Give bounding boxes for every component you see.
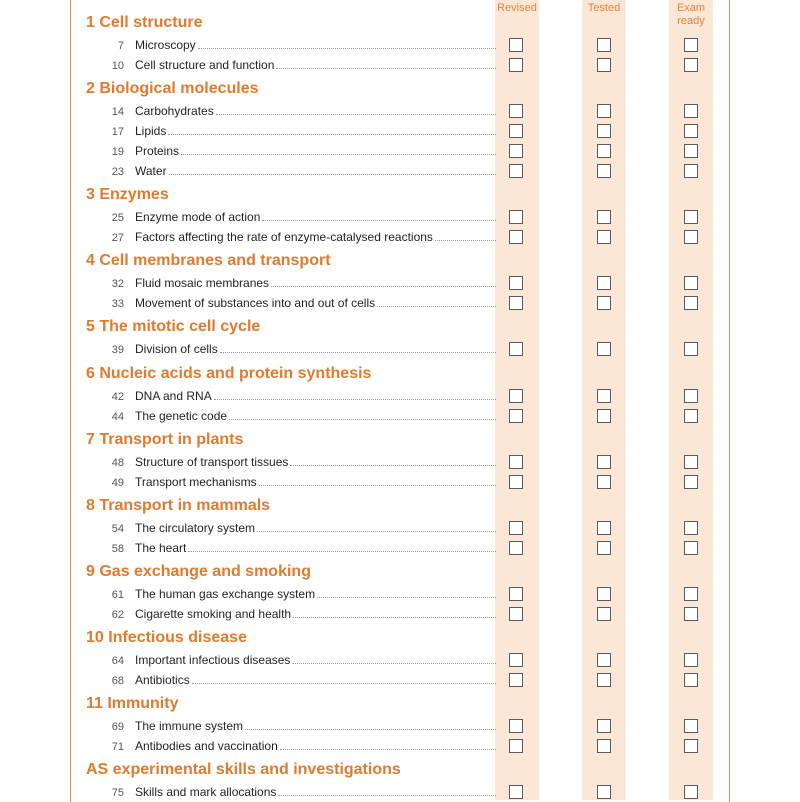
checklist-item [100,453,500,469]
checkbox-exam-ready[interactable] [684,455,698,469]
section-title: 6 Nucleic acids and protein synthesis [86,365,372,382]
item-page-number: 68 [111,675,124,687]
item-page-number: 10 [111,60,124,72]
checklist-item [100,717,500,733]
column-header-tested [574,2,634,15]
checkbox-tested[interactable] [597,521,611,535]
item-label: Lipids [135,124,167,138]
checklist-item [100,671,500,687]
item-page-number: 25 [111,212,124,224]
checklist-item [100,122,500,138]
item-label: DNA and RNA [135,389,212,403]
checklist-item [100,102,500,118]
checkbox-revised[interactable] [509,607,523,621]
checkbox-exam-ready[interactable] [684,144,698,158]
dot-leader [290,465,496,466]
item-label: Movement of substances into and out of cells [135,296,376,310]
column-header-line: Tested [587,2,621,14]
dot-leader [257,531,496,532]
item-page-number: 61 [111,589,124,601]
dot-leader [292,663,496,664]
item-label: Water [135,164,167,178]
item-label: Transport mechanisms [135,475,257,489]
dot-leader [259,485,496,486]
item-label: The human gas exchange system [135,587,316,601]
checkbox-tested[interactable] [597,124,611,138]
item-page-number: 75 [111,787,124,799]
checkbox-exam-ready[interactable] [684,210,698,224]
item-page-number: 39 [111,344,124,356]
checkbox-revised[interactable] [509,785,523,799]
checkbox-tested[interactable] [597,587,611,601]
dot-leader [188,551,496,552]
checkbox-revised[interactable] [509,719,523,733]
item-page-number: 7 [117,40,124,52]
item-page-number: 17 [111,126,124,138]
checkbox-tested[interactable] [597,342,611,356]
item-label: Important infectious diseases [135,653,291,667]
item-label: Division of cells [135,342,218,356]
item-label: Cell structure and function [135,58,275,72]
checkbox-exam-ready[interactable] [684,607,698,621]
checkbox-exam-ready[interactable] [684,673,698,687]
dot-leader [280,749,496,750]
item-label: Microscopy [135,38,196,52]
checkbox-tested[interactable] [597,389,611,403]
checklist-item [100,294,500,310]
checkbox-tested[interactable] [597,296,611,310]
item-page-number: 14 [111,106,124,118]
item-page-number: 64 [111,655,124,667]
checkbox-exam-ready[interactable] [684,124,698,138]
item-label: Carbohydrates [135,104,214,118]
checkbox-tested[interactable] [597,409,611,423]
checkbox-exam-ready[interactable] [684,389,698,403]
section-title: 11 Immunity [86,695,179,712]
checklist-item [100,585,500,601]
checkbox-revised[interactable] [509,276,523,290]
dot-leader [192,683,496,684]
item-label: The circulatory system [135,521,256,535]
dot-leader [262,220,496,221]
checkbox-exam-ready[interactable] [684,653,698,667]
checkbox-revised[interactable] [509,38,523,52]
checkbox-revised[interactable] [509,164,523,178]
checkbox-revised[interactable] [509,653,523,667]
checklist-item [100,56,500,72]
checkbox-revised[interactable] [509,58,523,72]
checkbox-exam-ready[interactable] [684,104,698,118]
item-page-number: 48 [111,457,124,469]
checkbox-revised[interactable] [509,739,523,753]
checkbox-revised[interactable] [509,409,523,423]
dot-leader [168,134,496,135]
item-label: Skills and mark allocations [135,785,277,799]
checkbox-exam-ready[interactable] [684,342,698,356]
checkbox-revised[interactable] [509,230,523,244]
checkbox-tested[interactable] [597,144,611,158]
dot-leader [245,729,496,730]
checkbox-revised[interactable] [509,541,523,555]
checkbox-tested[interactable] [597,276,611,290]
item-page-number: 54 [111,523,124,535]
column-header-line: ready [677,15,705,27]
item-page-number: 71 [111,741,124,753]
checkbox-revised[interactable] [509,455,523,469]
checklist-item [100,783,500,799]
dot-leader [377,306,496,307]
item-label: The heart [135,541,187,555]
item-label: The genetic code [135,409,228,423]
checkbox-tested[interactable] [597,739,611,753]
checkbox-revised[interactable] [509,210,523,224]
item-page-number: 23 [111,166,124,178]
checklist-item [100,519,500,535]
section-title: 8 Transport in mammals [86,497,271,514]
dot-leader [214,399,496,400]
checkbox-tested[interactable] [597,607,611,621]
checklist-item [100,228,500,244]
checkbox-exam-ready[interactable] [684,587,698,601]
dot-leader [169,174,496,175]
section-title: 7 Transport in plants [86,431,244,448]
checklist-item [100,208,500,224]
checklist-item [100,274,500,290]
checklist-item [100,539,500,555]
item-page-number: 69 [111,721,124,733]
checklist-item [100,162,500,178]
checkbox-revised[interactable] [509,124,523,138]
checkbox-exam-ready[interactable] [684,739,698,753]
checkbox-tested[interactable] [597,58,611,72]
item-label: Structure of transport tissues [135,455,289,469]
item-label: Antibodies and vaccination [135,739,278,753]
item-page-number: 27 [111,232,124,244]
checklist-item [100,605,500,621]
section-title: AS experimental skills and investigations [86,761,401,778]
checkbox-tested[interactable] [597,673,611,687]
item-label: Cigarette smoking and health [135,607,292,621]
dot-leader [278,795,496,796]
checkbox-revised[interactable] [509,673,523,687]
checkbox-tested[interactable] [597,210,611,224]
checkbox-tested[interactable] [597,230,611,244]
checkbox-exam-ready[interactable] [684,296,698,310]
section-title: 3 Enzymes [86,186,169,203]
checklist-item [100,387,500,403]
section-title: 1 Cell structure [86,14,203,31]
checkbox-revised[interactable] [509,475,523,489]
column-header-line: Revised [497,2,537,14]
checkbox-exam-ready[interactable] [684,230,698,244]
checklist-item [100,407,500,423]
dot-leader [229,419,496,420]
checkbox-exam-ready[interactable] [684,719,698,733]
checkbox-revised[interactable] [509,144,523,158]
checkbox-revised[interactable] [509,521,523,535]
checklist-item [100,737,500,753]
item-page-number: 19 [111,146,124,158]
checkbox-revised[interactable] [509,296,523,310]
item-label: The immune system [135,719,244,733]
item-label: Proteins [135,144,180,158]
checkbox-exam-ready[interactable] [684,38,698,52]
section-title: 4 Cell membranes and transport [86,252,331,269]
checklist-item [100,473,500,489]
dot-leader [317,597,496,598]
item-page-number: 32 [111,278,124,290]
checkbox-exam-ready[interactable] [684,475,698,489]
column-header-exam-ready [661,2,721,28]
dot-leader [293,617,496,618]
checkbox-tested[interactable] [597,164,611,178]
item-page-number: 42 [111,391,124,403]
checklist-item [100,340,500,356]
checklist-item [100,36,500,52]
dot-leader [220,352,496,353]
column-header-line: Exam [676,2,706,14]
checkbox-tested[interactable] [597,475,611,489]
item-page-number: 33 [111,298,124,310]
item-page-number: 62 [111,609,124,621]
item-label: Antibiotics [135,673,190,687]
dot-leader [216,114,496,115]
checkbox-exam-ready[interactable] [684,521,698,535]
checkbox-exam-ready[interactable] [684,785,698,799]
checkbox-exam-ready[interactable] [684,164,698,178]
checkbox-exam-ready[interactable] [684,541,698,555]
section-title: 9 Gas exchange and smoking [86,563,311,580]
checklist-item [100,651,500,667]
dot-leader [198,48,496,49]
item-page-number: 58 [111,543,124,555]
checkbox-tested[interactable] [597,541,611,555]
checkbox-exam-ready[interactable] [684,276,698,290]
checkbox-revised[interactable] [509,587,523,601]
checkbox-revised[interactable] [509,389,523,403]
checklist-item [100,142,500,158]
dot-leader [276,68,496,69]
dot-leader [435,240,496,241]
dot-leader [181,154,496,155]
item-label: Enzyme mode of action [135,210,261,224]
item-label: Fluid mosaic membranes [135,276,270,290]
section-title: 2 Biological molecules [86,80,259,97]
checkbox-tested[interactable] [597,785,611,799]
checkbox-tested[interactable] [597,38,611,52]
checkbox-revised[interactable] [509,104,523,118]
column-header-revised [487,2,547,15]
checkbox-exam-ready[interactable] [684,58,698,72]
checkbox-revised[interactable] [509,342,523,356]
checkbox-exam-ready[interactable] [684,409,698,423]
checkbox-tested[interactable] [597,653,611,667]
checkbox-tested[interactable] [597,719,611,733]
section-title: 10 Infectious disease [86,629,247,646]
checkbox-tested[interactable] [597,455,611,469]
dot-leader [271,286,496,287]
section-title: 5 The mitotic cell cycle [86,318,261,335]
item-page-number: 44 [111,411,124,423]
item-page-number: 49 [111,477,124,489]
item-label: Factors affecting the rate of enzyme-catalysed reactions [135,230,433,244]
checkbox-tested[interactable] [597,104,611,118]
